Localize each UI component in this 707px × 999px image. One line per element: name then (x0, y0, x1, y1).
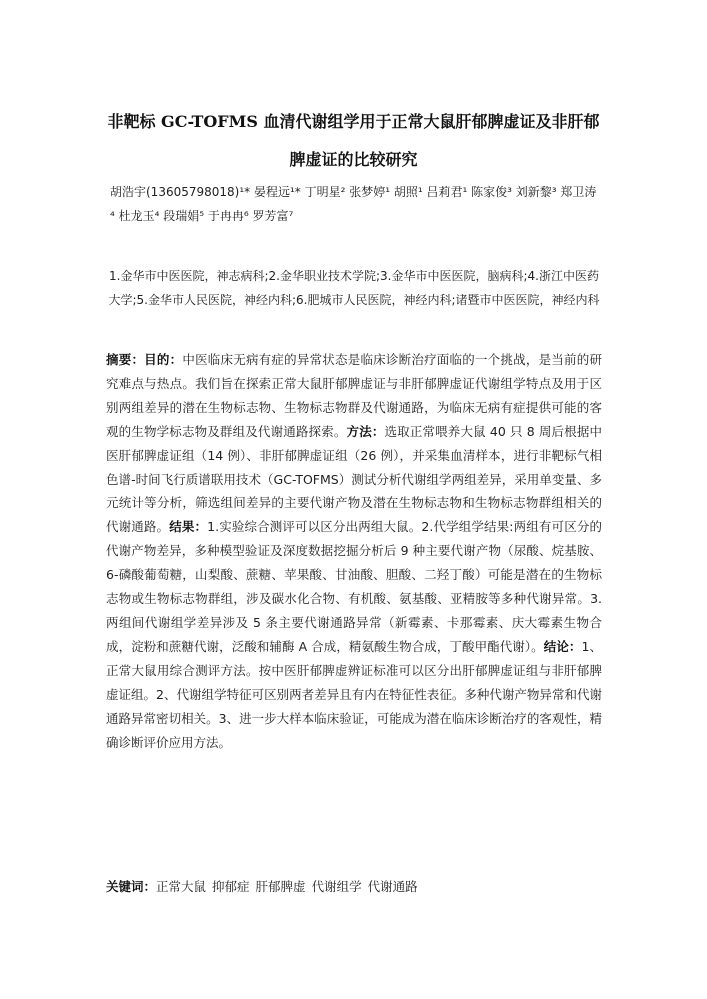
results-text: 1.实验综合测评可以区分出两组大鼠。2.代学组学结果:两组有可区分的代谢产物差异，多种模型验证及深度数据挖掘分析后 9 种主要代谢产物（尿酸、烷基胺、6-磷酸葡萄糖，山梨酸、蔗糖、苹果酸、甘油酸、胆酸、二羟丁酸）可能是潜在的生物标志物或生物标志物群组，涉及碳水化合物、有机酸、氨基酸、亚精胺等多种代谢异常。3.两组间代谢组学差异涉及 5 条主要代谢通路异常（新霉素、卡那霉素、庆大霉素生物合成，淀粉和蔗糖代谢，泛酸和辅酶 A 合成，精氨酸生物合成，丁酸甲酯代谢）。 (106, 519, 602, 654)
conclusion-text: 1、正常大鼠用综合测评方法。按中医肝郁脾虚辨证标准可以区分出肝郁脾虚证组与非肝郁脾虚证组。2、代谢组学特征可区别两者差异且有内在特征性表征。多种代谢产物异常和代谢通路异常密切相关。3、进一步大样本临床验证，可能成为潜在临床诊断治疗的客观性，精确诊断评价应用方法。 (106, 638, 603, 750)
keyword-item: 肝郁脾虚 (255, 879, 306, 894)
keywords (106, 876, 602, 898)
methods-text: 选取正常喂养大鼠 40 只 8 周后根据中医肝郁脾虚证组（14 例）、非肝郁脾虚证组（26 例），并采集血清样本，进行非靶标气相色谱-时间飞行质谱联用技术（GC-TOFMS）测试分析代谢组学两组差异，采用单变量、多元统计等分析，筛选组间差异的主要代谢产物及潜在生物标志物和生物标志物群组相关的代谢通路。 (106, 423, 602, 535)
affiliations: 1.金华市中医医院，神志病科;2.金华职业技术学院;3.金华市中医医院，脑病科;4.浙江中医药大学;5.金华市人民医院，神经内科;6.肥城市人民医院，神经内科;诸暨市中医医院，神经内科 (108, 269, 600, 307)
abstract (106, 348, 602, 754)
objective-label: 目的： (144, 352, 183, 367)
methods-label: 方法： (346, 423, 385, 439)
abstract-label: 摘要： (106, 352, 145, 367)
keywords-label: 关键词： (106, 879, 157, 894)
keyword-item: 代谢通路 (367, 879, 418, 894)
paper-title: 非靶标 GC-TOFMS 血清代谢组学用于正常大鼠肝郁脾虚证及非肝郁脾虚证的比较研究 (107, 112, 600, 169)
author-list: 胡浩宇(13605798018)¹* 晏程远¹* 丁明星² 张梦婷¹ 胡照¹ 吕莉君¹ 陈家俊³ 刘新黎³ 郑卫涛⁴ 杜龙玉⁴ 段瑞娟⁵ 于冉冉⁶ 罗芳富⁷ (110, 185, 597, 223)
objective-text: 中医临床无病有症的异常状态是临床诊断治疗面临的一个挑战，是当前的研究难点与热点。我们旨在探索正常大鼠肝郁脾虚证与非肝郁脾虚证代谢组学特点及用于区别两组差异的潜在生物标志物、生物标志物群及代谢通路，为临床无病有症提供可能的客观的生物学标志物及群组及代谢通路探索。 (106, 352, 602, 439)
keyword-item: 正常大鼠 (156, 879, 207, 894)
keyword-item: 代谢组学 (311, 879, 362, 894)
conclusion-label: 结论： (543, 638, 582, 654)
keyword-item: 抑郁症 (212, 879, 250, 894)
results-label: 结果： (169, 519, 208, 535)
